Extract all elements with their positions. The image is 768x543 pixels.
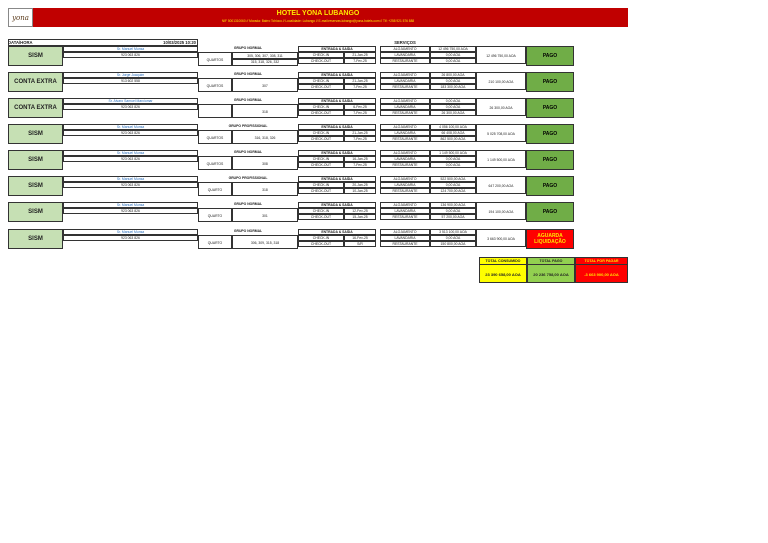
date-value: 10/03/2025 10:20	[163, 40, 196, 45]
date-label: DATA/HORA	[8, 40, 33, 45]
entry-exit-header: ENTRADA & SAÍDA	[298, 98, 376, 104]
guest-name: Sr. Álvaro Samuel Marciomar	[63, 98, 198, 104]
hotel-title: HOTEL YONA LUBANGO	[276, 10, 360, 17]
room-group: GRUPO NORMAL	[233, 72, 263, 76]
checkin-label: CHECK-IN	[298, 235, 344, 241]
client-name-cell: SISM	[8, 202, 63, 222]
checkout-date: 7-Fev-25	[344, 136, 376, 142]
service-amount: 12 496 750,00 AOA	[430, 46, 476, 52]
checkout-label: CHECK-OUT	[298, 58, 344, 64]
guest-phone: 913 602 558	[63, 78, 198, 84]
row-total: 26 300,00 AOA	[476, 98, 526, 116]
checkin-label: CHECK-IN	[298, 52, 344, 58]
service-amount: 522 500,00 AOA	[430, 176, 476, 182]
service-amount: 1 149 500,00 AOA	[430, 150, 476, 156]
room-numbers: 305, 306, 307, 308, 311	[232, 52, 298, 59]
service-name: LAVANDARIA	[380, 78, 430, 84]
total-consumed-box	[479, 257, 527, 283]
guest-phone: 923 063 826	[63, 130, 198, 136]
guest-name: Sr. Manuel Munsa	[63, 176, 198, 182]
checkin-label: CHECK-IN	[298, 208, 344, 214]
checkout-label: CHECK-OUT	[298, 214, 344, 220]
room-label: QUARTOS	[198, 156, 232, 170]
room-numbers: 306, 309, 315, 318	[232, 235, 298, 249]
checkout-label: CHECK-OUT	[298, 110, 344, 116]
room-group: GRUPO NORMAL	[233, 202, 263, 206]
service-name: LAVANDARIA	[380, 208, 430, 214]
client-name-cell: SISM	[8, 46, 63, 66]
service-amount: 0,00 AOA	[430, 162, 476, 168]
room-numbers: 318	[232, 104, 298, 118]
service-amount: 0,00 AOA	[430, 235, 476, 241]
service-amount: 862 500,00 AOA	[430, 136, 476, 142]
hotel-header	[8, 8, 628, 27]
guest-phone: 923 063 826	[63, 182, 198, 188]
row-total: 647 200,00 AOA	[476, 176, 526, 194]
checkout-label: CHECK-OUT	[298, 136, 344, 142]
service-amount: 150 800,00 AOA	[430, 241, 476, 247]
entry-exit-header: ENTRADA & SAÍDA	[298, 229, 376, 235]
checkin-date: 12-Fev-25	[344, 208, 376, 214]
service-amount: 0,00 AOA	[430, 156, 476, 162]
service-amount: 136 900,00 AOA	[430, 202, 476, 208]
service-name: RESTAURANTE	[380, 214, 430, 220]
payment-status-badge: PAGO	[526, 72, 574, 92]
service-name: ALOJAMENTO	[380, 98, 430, 104]
checkout-date: 10-Jan-25	[344, 188, 376, 194]
guest-phone: 923 063 826	[63, 52, 198, 58]
service-amount: 0,00 AOA	[430, 98, 476, 104]
client-name-cell: SISM	[8, 176, 63, 196]
checkout-date: 7-Fev-25	[344, 84, 376, 90]
entry-exit-header: ENTRADA & SAÍDA	[298, 150, 376, 156]
checkout-date: S/R	[344, 241, 376, 247]
checkin-date: 16-Fev-25	[344, 235, 376, 241]
room-numbers: 318	[232, 182, 298, 196]
total-due-box	[575, 257, 628, 283]
checkin-date: 16-Jan-25	[344, 156, 376, 162]
service-amount: 0,00 AOA	[430, 78, 476, 84]
service-amount: 0,00 AOA	[430, 58, 476, 64]
service-amount: 124 700,00 AOA	[430, 188, 476, 194]
payment-status-badge: PAGO	[526, 46, 574, 66]
room-label: QUARTOS	[198, 130, 232, 144]
row-total: 194 100,00 AOA	[476, 202, 526, 220]
service-name: LAVANDARIA	[380, 104, 430, 110]
service-name: LAVANDARIA	[380, 156, 430, 162]
checkin-label: CHECK-IN	[298, 156, 344, 162]
service-amount: 26 300,00 AOA	[430, 110, 476, 116]
service-name: RESTAURANTE	[380, 188, 430, 194]
client-name-cell: SISM	[8, 124, 63, 144]
checkin-label: CHECK-IN	[298, 104, 344, 110]
hotel-logo: yona	[8, 8, 33, 27]
room-group: GRUPO PROFISSIONAL	[228, 124, 268, 128]
guest-name: Sr. Manuel Munsa	[63, 150, 198, 156]
checkout-label: CHECK-OUT	[298, 84, 344, 90]
guest-phone: 923 063 826	[63, 235, 198, 241]
service-name: ALOJAMENTO	[380, 176, 430, 182]
room-label: QUARTOS	[198, 78, 232, 92]
guest-name: Sr. Manuel Munsa	[63, 46, 198, 52]
room-label: QUARTO	[198, 208, 232, 222]
total-consumed-label: TOTAL CONSUMIDO	[480, 258, 526, 265]
service-amount: 57 200,00 AOA	[430, 214, 476, 220]
service-name: RESTAURANTE	[380, 136, 430, 142]
service-name: RESTAURANTE	[380, 58, 430, 64]
checkout-date: 7-Fev-25	[344, 58, 376, 64]
services-label: SERVIÇOS	[394, 40, 416, 45]
guest-phone: 923 063 826	[63, 208, 198, 214]
client-name-cell: CONTA EXTRA	[8, 98, 63, 118]
room-label	[198, 104, 232, 118]
entry-exit-header: ENTRADA & SAÍDA	[298, 202, 376, 208]
total-paid-label: TOTAL PAGO	[528, 258, 574, 265]
checkin-date: 21-Jan-25	[344, 78, 376, 84]
row-total: 1 149 500,00 AOA	[476, 150, 526, 168]
checkin-date: 21-Jan-25	[344, 52, 376, 58]
payment-status-badge: PAGO	[526, 150, 574, 170]
service-name: RESTAURANTE	[380, 241, 430, 247]
room-group: GRUPO NORMAL	[233, 46, 263, 50]
room-numbers: 301	[232, 208, 298, 222]
room-group: GRUPO NORMAL	[233, 98, 263, 102]
checkin-label: CHECK-IN	[298, 182, 344, 188]
guest-name: Sr. Manuel Munsa	[63, 229, 198, 235]
checkout-label: CHECK-OUT	[298, 188, 344, 194]
service-amount: 66 408,00 AOA	[430, 130, 476, 136]
client-name-cell: SISM	[8, 150, 63, 170]
guest-name: Sr. Jorge Joaquim	[63, 72, 198, 78]
payment-status-badge: AGUARDA LIQUIDAÇÃO	[526, 229, 574, 249]
guest-phone: 923 063 826	[63, 104, 198, 110]
service-amount: 0,00 AOA	[430, 208, 476, 214]
checkin-label: CHECK-IN	[298, 130, 344, 136]
service-amount: 4 056 100,00 AOA	[430, 124, 476, 130]
room-numbers: 308	[232, 156, 298, 170]
checkout-label: CHECK-OUT	[298, 241, 344, 247]
service-name: LAVANDARIA	[380, 52, 430, 58]
entry-exit-header: ENTRADA & SAÍDA	[298, 124, 376, 130]
payment-status-badge: PAGO	[526, 124, 574, 144]
client-name-cell: SISM	[8, 229, 63, 249]
service-amount: 3 513 100,00 AOA	[430, 229, 476, 235]
service-amount: 0,00 AOA	[430, 182, 476, 188]
room-group: GRUPO NORMAL	[233, 229, 263, 233]
room-group: GRUPO NORMAL	[233, 150, 263, 154]
checkout-date: 7-Fev-25	[344, 110, 376, 116]
service-amount: 0,00 AOA	[430, 104, 476, 110]
service-name: ALOJAMENTO	[380, 46, 430, 52]
service-name: ALOJAMENTO	[380, 124, 430, 130]
total-paid-box	[527, 257, 575, 283]
total-consumed-value: 23 390 658,00 AOA	[485, 272, 521, 277]
checkin-date: 6-Fev-25	[344, 104, 376, 110]
service-name: RESTAURANTE	[380, 84, 430, 90]
row-total: 210 100,00 AOA	[476, 72, 526, 90]
service-amount: 0,00 AOA	[430, 52, 476, 58]
checkin-label: CHECK-IN	[298, 78, 344, 84]
entry-exit-header: ENTRADA & SAÍDA	[298, 72, 376, 78]
total-paid-value: 20 236 758,00 AOA	[533, 272, 569, 277]
service-name: LAVANDARIA	[380, 130, 430, 136]
checkout-label: CHECK-OUT	[298, 162, 344, 168]
row-total: 12 496 750,00 AOA	[476, 46, 526, 64]
checkin-date: 21-Jan-25	[344, 130, 376, 136]
service-amount: 26 800,00 AOA	[430, 72, 476, 78]
room-label: QUARTOS	[198, 52, 232, 66]
total-due-value: -3 663 900,00 AOA	[584, 272, 619, 277]
guest-phone: 923 063 826	[63, 156, 198, 162]
payment-status-badge: PAGO	[526, 98, 574, 118]
entry-exit-header: ENTRADA & SAÍDA	[298, 176, 376, 182]
service-name: LAVANDARIA	[380, 235, 430, 241]
service-name: ALOJAMENTO	[380, 72, 430, 78]
service-name: ALOJAMENTO	[380, 202, 430, 208]
service-amount: 183 300,00 AOA	[430, 84, 476, 90]
room-numbers: 316, 318, 326	[232, 130, 298, 144]
checkin-date: 20-Jan-25	[344, 182, 376, 188]
payment-status-badge: PAGO	[526, 202, 574, 222]
room-numbers: 307	[232, 78, 298, 92]
client-name-cell: CONTA EXTRA	[8, 72, 63, 92]
payment-status-badge: PAGO	[526, 176, 574, 196]
hotel-contact-line: NIF 5001310060 // Morada: Bairro Tchioco // Localidade: Lubango // E-mail:reservas.lubango@yona-hotels.com // Tlf: +258 921 576 888	[221, 19, 415, 23]
service-name: RESTAURANTE	[380, 162, 430, 168]
row-total: 3 663 900,00 AOA	[476, 229, 526, 247]
service-name: LAVANDARIA	[380, 182, 430, 188]
guest-name: Sr. Manuel Munsa	[63, 202, 198, 208]
service-name: ALOJAMENTO	[380, 229, 430, 235]
room-numbers-extra: 315, 318, 326, 332	[232, 59, 298, 66]
entry-exit-header: ENTRADA & SAÍDA	[298, 46, 376, 52]
checkout-date: 7-Fev-25	[344, 162, 376, 168]
room-label: QUARTO	[198, 182, 232, 196]
checkout-date: 15-Jan-25	[344, 214, 376, 220]
guest-name: Sr. Manuel Munsa	[63, 124, 198, 130]
room-label: QUARTO	[198, 235, 232, 249]
row-total: 5 025 708,00 AOA	[476, 124, 526, 142]
service-name: ALOJAMENTO	[380, 150, 430, 156]
total-due-label: TOTAL POR PAGAR	[576, 258, 627, 265]
room-group: GRUPO PROFISSIONAL	[228, 176, 268, 180]
service-name: RESTAURANTE	[380, 110, 430, 116]
